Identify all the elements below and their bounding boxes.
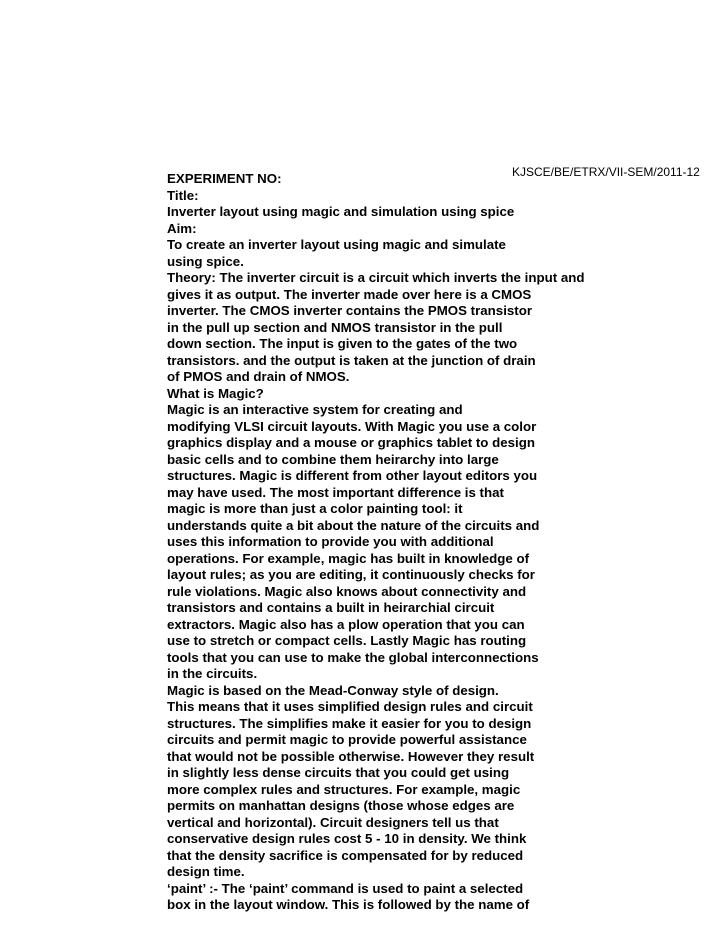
text-line: tools that you can use to make the global interconnections <box>167 649 539 665</box>
text-line: basic cells and to combine them heirarchy into large <box>167 451 499 467</box>
text-line: that would not be possible otherwise. However they result <box>167 748 535 764</box>
text-line: transistors and contains a built in heirarchial circuit <box>167 600 495 615</box>
text-line: extractors. Magic also has a plow operation that you can <box>167 616 525 632</box>
text-line: transistors. and the output is taken at the junction of drain <box>167 352 536 368</box>
text-line: more complex rules and structures. For example, magic <box>167 781 521 797</box>
text-line: may have used. The most important difference is that <box>167 484 504 500</box>
text-line: structures. Magic is different from other layout editors you <box>167 468 538 483</box>
text-line: box in the layout window. This is followed by the name of <box>167 897 530 912</box>
text-line: circuits and permit magic to provide powerful assistance <box>167 732 527 747</box>
text-line: inverter. The CMOS inverter contains the PMOS transistor <box>167 303 533 318</box>
text-line: Theory: The inverter circuit is a circuit which inverts the input and <box>167 270 585 285</box>
text-line: Title: <box>167 187 199 203</box>
text-line: use to stretch or compact cells. Lastly Magic has routing <box>167 633 527 648</box>
text-line: ‘paint’ :- The ‘paint’ command is used to paint a selected <box>167 880 524 896</box>
text-line: vertical and horizontal). Circuit designers tell us that <box>167 814 499 830</box>
text-line: design time. <box>167 864 245 879</box>
text-line: conservative design rules cost 5 - 10 in density. We think <box>167 831 527 846</box>
text-line: Aim: <box>167 220 197 236</box>
text-line: down section. The input is given to the gates of the two <box>167 336 518 351</box>
text-line: operations. For example, magic has built in knowledge of <box>167 550 530 566</box>
text-line: using spice. <box>167 253 244 269</box>
text-line: layout rules; as you are editing, it continuously checks for <box>167 567 535 582</box>
text-line: What is Magic? <box>167 385 264 401</box>
text-line: uses this information to provide you with additional <box>167 534 494 549</box>
text-line: To create an inverter layout using magic and simulate <box>167 237 506 252</box>
text-line: that the density sacrifice is compensated for by reduced <box>167 847 524 863</box>
text-line: of PMOS and drain of NMOS. <box>167 369 350 384</box>
text-line: Magic is based on the Mead-Conway style of design. <box>167 682 499 698</box>
text-line: Magic is an interactive system for creating and <box>167 402 463 417</box>
text-line: in slightly less dense circuits that you could get using <box>167 765 510 780</box>
text-line: structures. The simplifies make it easier for you to design <box>167 715 532 731</box>
text-line: in the pull up section and NMOS transistor in the pull <box>167 319 503 335</box>
text-line: understands quite a bit about the nature of the circuits and <box>167 517 540 533</box>
document-header-code: KJSCE/BE/ETRX/VII-SEM/2011-12 <box>512 165 700 179</box>
text-line: Inverter layout using magic and simulation using spice <box>167 204 515 219</box>
text-line: This means that it uses simplified design rules and circuit <box>167 699 533 714</box>
text-line: rule violations. Magic also knows about connectivity and <box>167 583 527 599</box>
text-line: gives it as output. The inverter made over here is a CMOS <box>167 286 532 302</box>
text-line: magic is more than just a color painting tool: it <box>167 501 463 516</box>
text-line: permits on manhattan designs (those whose edges are <box>167 798 515 813</box>
text-line: in the circuits. <box>167 666 258 681</box>
text-line: graphics display and a mouse or graphics tablet to design <box>167 435 535 450</box>
text-line: modifying VLSI circuit layouts. With Magic you use a color <box>167 418 537 434</box>
document-body <box>167 171 727 914</box>
text-line: EXPERIMENT NO: <box>167 171 282 186</box>
